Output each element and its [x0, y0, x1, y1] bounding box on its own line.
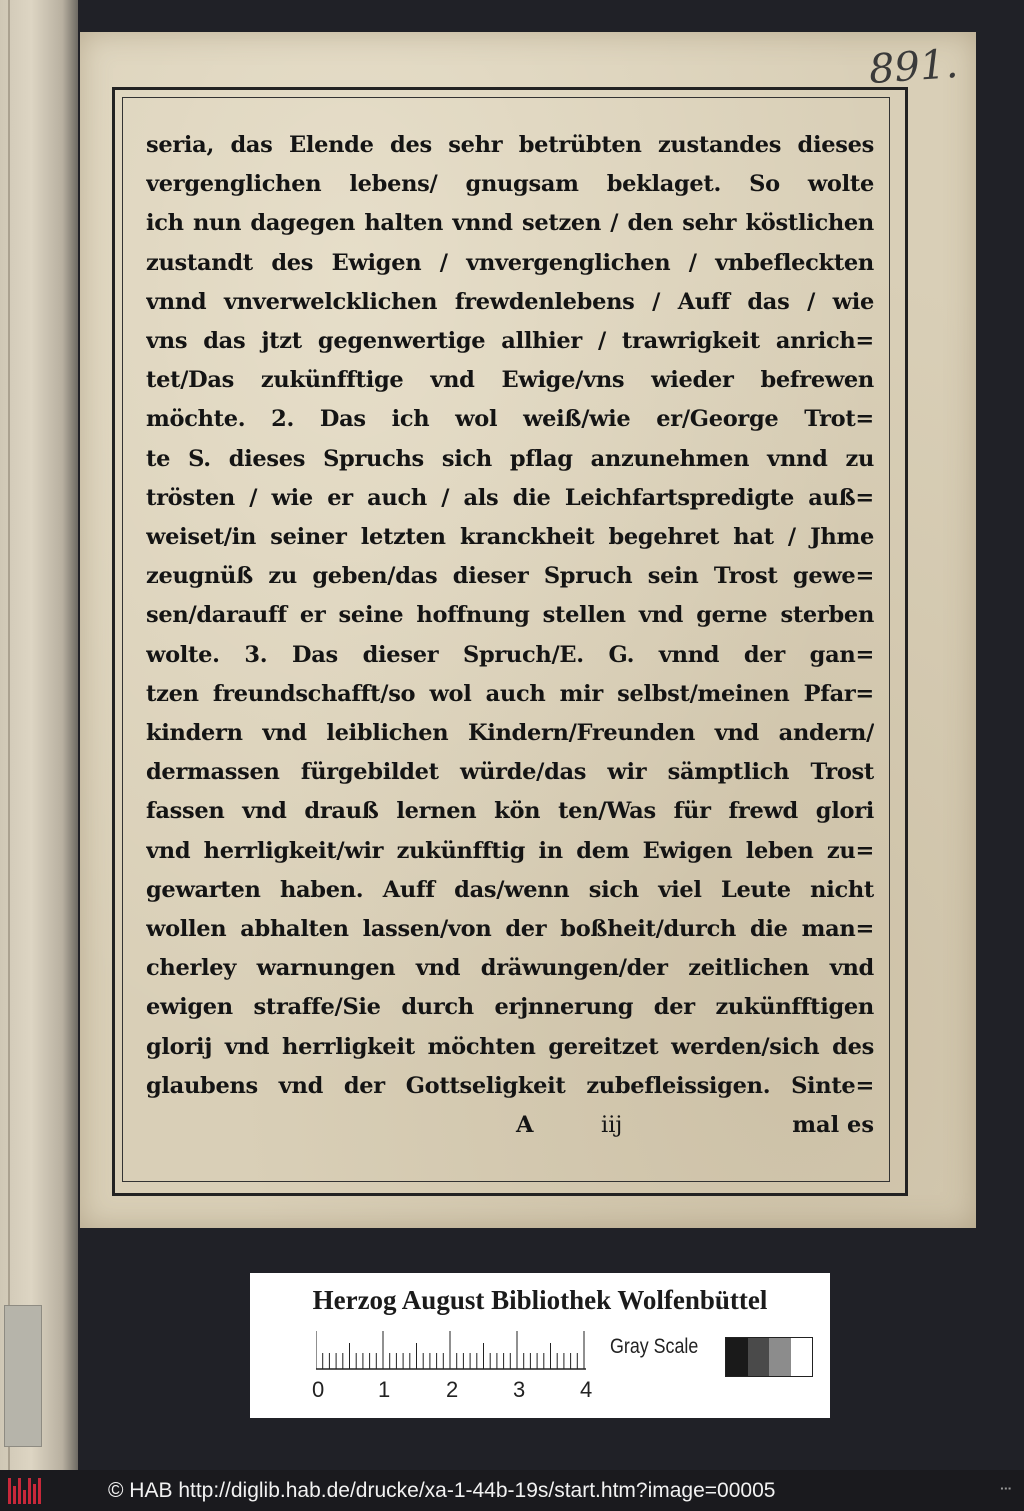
- text-line: glaubens vnd der Gottseligkeit zubefleissigen. Sinte=: [146, 1072, 874, 1099]
- signature-number: iij: [601, 1112, 623, 1138]
- text-line: vnnd vnverwelcklichen frewdenlebens / Auff das / wie: [146, 288, 874, 315]
- gray-scale-label: Gray Scale: [610, 1335, 699, 1358]
- text-line: ich nun dagegen halten vnnd setzen / den sehr köstlichen: [146, 210, 874, 237]
- text-line: seria, das Elende des sehr betrübten zustandes dieses: [146, 132, 874, 158]
- text-line: gewarten haben. Auff das/wenn sich viel Leute nicht: [146, 876, 874, 903]
- text-line: tzen freundschafft/so wol auch mir selbst/meinen Pfar=: [146, 680, 874, 707]
- text-line: möchte. 2. Das ich wol weiß/wie er/George Trot=: [146, 406, 874, 433]
- text-line: dermassen fürgebildet würde/das wir sämptlich Trost: [146, 759, 874, 786]
- folio-number: 891.: [867, 40, 960, 94]
- text-line: te S. dieses Spruchs sich pflag anzunehmen vnnd zu: [146, 445, 874, 472]
- text-line: trösten / wie er auch / als die Leichfartspredigte auß=: [146, 484, 874, 511]
- text-line: cherley warnungen vnd dräwungen/der zeitlichen vnd: [146, 955, 874, 982]
- signature-mark: A: [516, 1112, 534, 1138]
- ruler-number-1: 1: [378, 1377, 391, 1402]
- text-line: sen/darauff er seine hoffnung stellen vnd gerne sterben: [146, 602, 874, 629]
- library-label-card: [250, 1273, 830, 1418]
- text-line: glorij vnd herrligkeit möchten gereitzet werden/sich des: [146, 1033, 874, 1060]
- text-line: zustandt des Ewigen / vnvergenglichen / vnbefleckten: [146, 249, 874, 276]
- text-line: zeugnüß zu geben/das dieser Spruch sein Trost gewe=: [146, 563, 874, 590]
- scale-ruler: [316, 1331, 586, 1371]
- hab-logo-icon: [8, 1478, 42, 1504]
- ruler-number-0: 0: [312, 1377, 325, 1402]
- text-line: fassen vnd drauß lernen kön ten/Was für frewd glori: [146, 798, 874, 825]
- gray-scale-swatch: [725, 1337, 813, 1377]
- page-text-block: [146, 127, 874, 1137]
- ruler-number-2: 2: [446, 1377, 459, 1402]
- scanned-page: [80, 32, 976, 1228]
- text-line: tet/Das zukünfftige vnd Ewige/vns wieder befrewen: [146, 367, 874, 394]
- text-line: kindern vnd leiblichen Kindern/Freunden vnd andern/: [146, 720, 874, 746]
- previous-leaf-edge: [0, 0, 78, 1470]
- more-dots-icon: ▪▪▪: [1000, 1484, 1012, 1493]
- library-title: Herzog August Bibliothek Wolfenbüttel: [312, 1285, 768, 1315]
- spine-label-tab: [4, 1305, 42, 1447]
- text-line: vns das jtzt gegenwertige allhier / trawrigkeit anrich=: [146, 328, 874, 354]
- ruler-number-4: 4: [580, 1377, 593, 1402]
- text-line: vergenglichen lebens/ gnugsam beklaget. So wolte: [146, 171, 874, 198]
- text-line: ewigen straffe/Sie durch erjnnerung der zukünfftigen: [146, 994, 874, 1021]
- text-line: weiset/in seiner letzten kranckheit begehret hat / Jhme: [146, 524, 874, 550]
- catchword: mal es: [792, 1112, 874, 1138]
- page-catchline: [146, 1107, 874, 1144]
- text-line: vnd herrligkeit/wir zukünfftig in dem Ewigen leben zu=: [146, 837, 874, 864]
- text-line: wolte. 3. Das dieser Spruch/E. G. vnnd der gan=: [146, 641, 874, 668]
- viewer-footer: [0, 1470, 1024, 1511]
- copyright-url[interactable]: © HAB http://diglib.hab.de/drucke/xa-1-44b-19s/start.htm?image=00005: [108, 1479, 776, 1502]
- text-line: wollen abhalten lassen/von der boßheit/durch die man=: [146, 916, 874, 942]
- ruler-number-3: 3: [513, 1377, 526, 1402]
